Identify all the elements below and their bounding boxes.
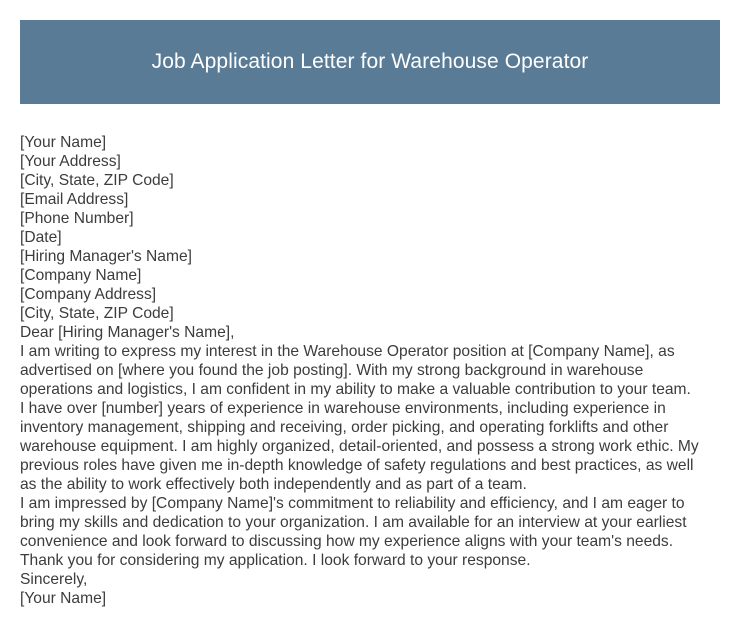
paragraph-line: advertised on [where you found the job posting]. With my strong background in warehouse — [20, 362, 644, 379]
page-title: Job Application Letter for Warehouse Operator — [151, 50, 589, 73]
paragraph-line: I have over [number] years of experience in warehouse environments, including experience in — [20, 400, 666, 417]
header-banner — [20, 20, 720, 104]
paragraph-line: convenience and look forward to discussing how my experience aligns with your team's needs. — [20, 533, 674, 550]
paragraph-line: warehouse equipment. I am highly organized, detail-oriented, and possess a strong work ethic. My — [20, 438, 699, 455]
paragraph-line: as the ability to work effectively both independently and as part of a team. — [20, 476, 527, 493]
sender-phone: [Phone Number] — [20, 210, 134, 227]
sender-address: [Your Address] — [20, 153, 121, 170]
recipient-address: [Company Address] — [20, 286, 157, 303]
paragraph-line: operations and logistics, I am confident in my ability to make a valuable contribution to your team. — [20, 381, 691, 398]
closing-thanks: Thank you for considering my application. I look forward to your response. — [20, 552, 531, 569]
paragraph-line: I am writing to express my interest in the Warehouse Operator position at [Company Name], as — [20, 343, 675, 360]
recipient-city-state-zip: [City, State, ZIP Code] — [20, 305, 174, 322]
sender-email: [Email Address] — [20, 191, 129, 208]
salutation: Dear [Hiring Manager's Name], — [20, 324, 235, 341]
sign-off: Sincerely, — [20, 571, 88, 588]
recipient-company: [Company Name] — [20, 267, 142, 284]
paragraph-line: I am impressed by [Company Name]'s commitment to reliability and efficiency, and I am eager to — [20, 495, 685, 512]
paragraph-line: previous roles have given me in-depth knowledge of safety regulations and best practices, as well — [20, 457, 694, 474]
sender-city-state-zip: [City, State, ZIP Code] — [20, 172, 174, 189]
paragraph-line: bring my skills and dedication to your organization. I am available for an interview at your earliest — [20, 514, 687, 531]
signature-name: [Your Name] — [20, 590, 107, 607]
paragraph-line: inventory management, shipping and receiving, order picking, and operating forklifts and other — [20, 419, 669, 436]
sender-name: [Your Name] — [20, 134, 107, 151]
recipient-name: [Hiring Manager's Name] — [20, 248, 192, 265]
letter-date: [Date] — [20, 229, 62, 246]
letter-body — [20, 133, 728, 608]
